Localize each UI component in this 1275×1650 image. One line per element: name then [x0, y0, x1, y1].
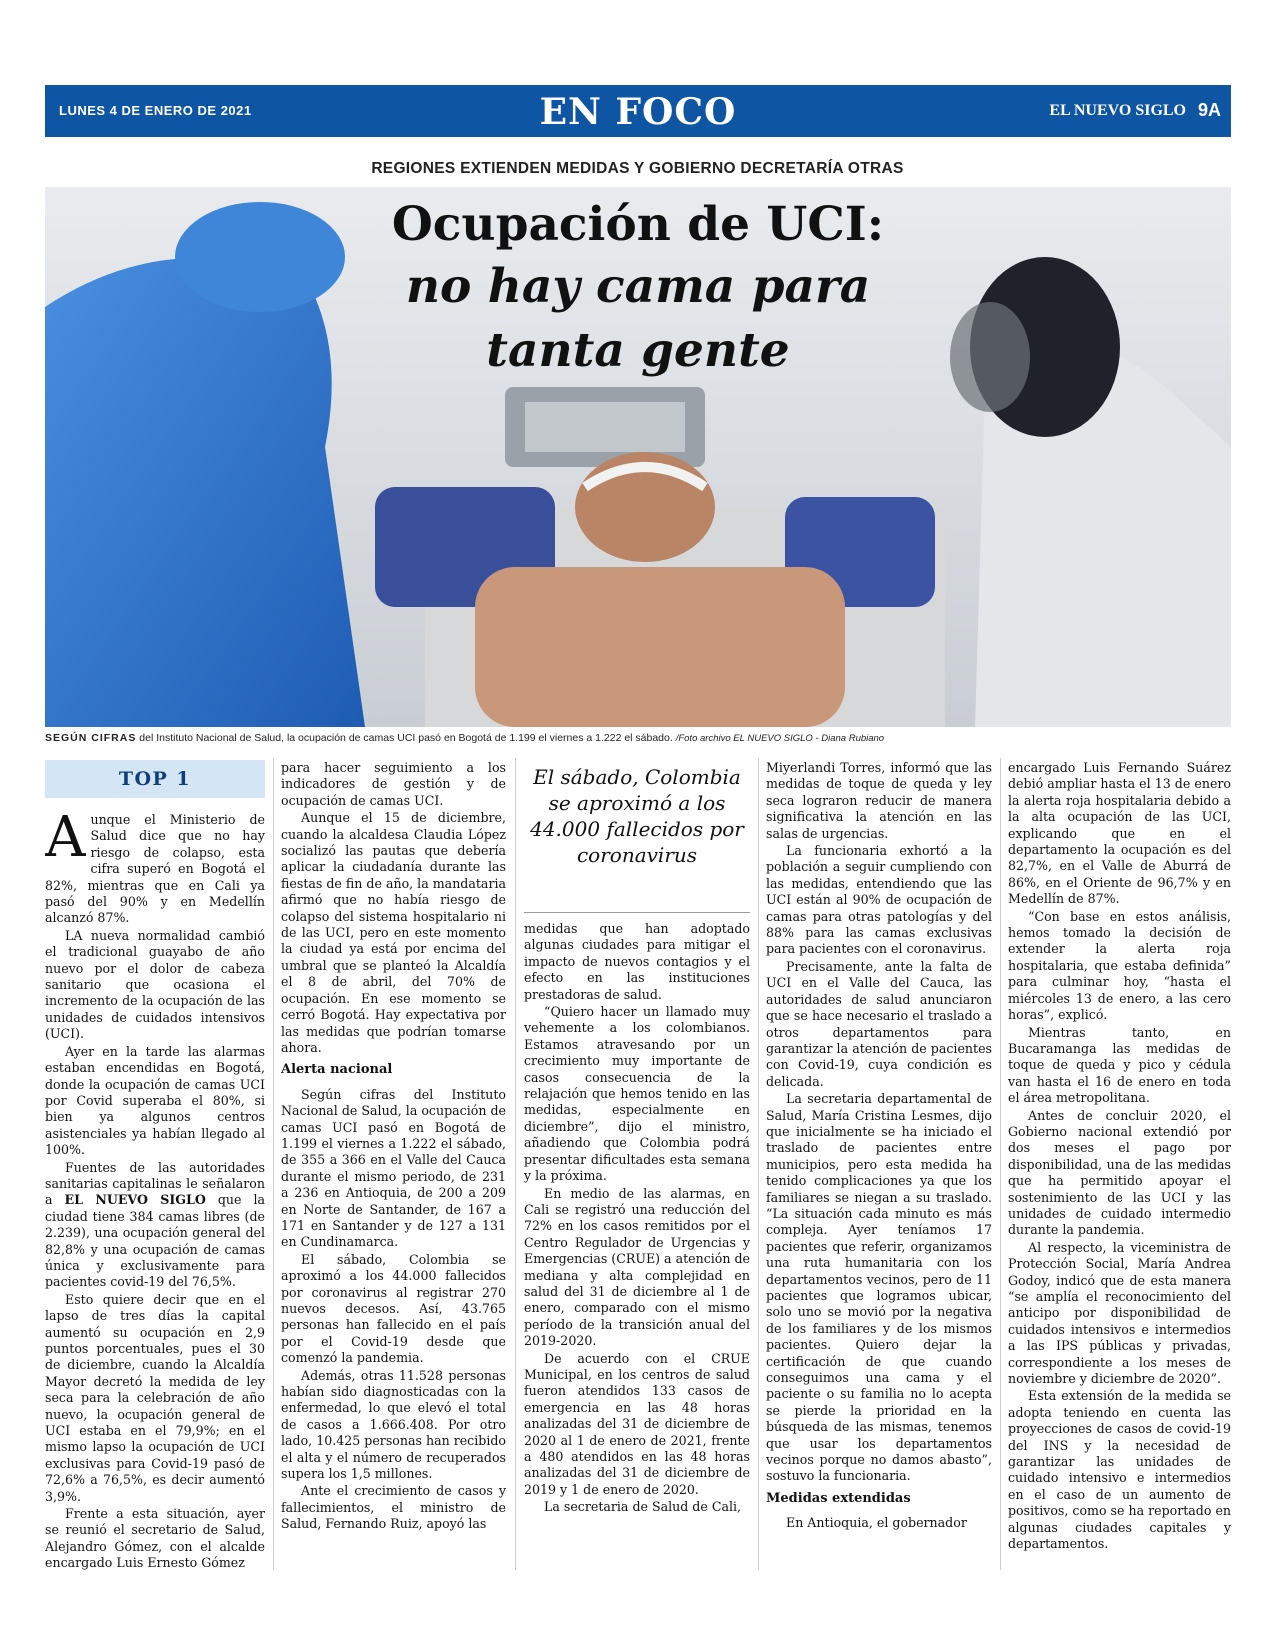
- top-label: TOP 1: [45, 760, 265, 798]
- section-title: EN FOCO: [539, 91, 737, 133]
- lead-text: unque el Ministerio de Salud dice que no hay riesgo de colapso, esta cifra superó en Bogotá el 82%, mientras que en Cali ya pasó del 90% y en Medellín alcanzó 87%.: [45, 812, 265, 926]
- headline-line-3: tanta gente: [486, 323, 790, 378]
- column-divider: [1000, 758, 1001, 1570]
- lead-paragraph: [45, 805, 265, 927]
- column-divider: [273, 758, 274, 1570]
- paragraph: Según cifras del Instituto Nacional de Salud, la ocupación de camas UCI pasó en Bogotá de 1.199 el viernes a 1.222 el sábado, de 355 a 366 en el Valle del Cauca durante el mismo periodo, de 231 a 236 en Antioquia, de 200 a 209 en Norte de Santander, de 167 a 171 en Santander y de 127 a 131 en Cundinamarca.: [281, 1086, 506, 1250]
- paragraph: Mientras tanto, en Bucaramanga las medidas de toque de queda y pico y cédula van hasta el 16 de enero en toda el área metropolitana.: [1008, 1024, 1231, 1106]
- paragraph: Precisamente, ante la falta de UCI en el Valle del Cauca, las autoridades de salud anunciaron que se hace necesario el traslado a otros departamentos para garantizar la atención de pacientes con Covid-19, cuya condición es delicada.: [766, 958, 992, 1089]
- article-column-5: [1008, 760, 1231, 1570]
- paragraph: [45, 1160, 265, 1291]
- paragraph: Ayer en la tarde las alarmas estaban encendidas en Bogotá, donde la ocupación de camas UCI por Covid superaba el 80%, si bien ya algunos centros asistenciales ya habían llegado al 100%.: [45, 1043, 265, 1158]
- headline-line-1: Ocupación de UCI:: [391, 197, 885, 252]
- article-column-1: [45, 760, 265, 1570]
- paragraph: Antes de concluir 2020, el Gobierno nacional extendió por dos meses el pago por disponibilidad, una de las medidas que ha permitido apoyar el sostenimiento de las UCI y las unidades de cuidado intermedio durante la pandemia.: [1008, 1107, 1231, 1238]
- paragraph: Esto quiere decir que en el lapso de tres días la capital aumentó su ocupación en 2,9 puntos porcentuales, pues el 30 de diciembre, cuando la Alcaldía Mayor decretó la medida de ley seca para la celebración de año nuevo, la ocupación general de UCI estaba en el 79,9%; en el mismo lapso la ocupación de UCI exclusivas para Covid-19 pasó de 72,6% a 76,5%, es decir aumentó 3,9%.: [45, 1291, 265, 1504]
- paragraph: encargado Luis Fernando Suárez debió ampliar hasta el 13 de enero la alerta roja hospitalaria debido a la alta ocupación de las UCI, explicando que en el departamento la ocupación es del 82,7%, en el Valle de Aburrá de 86%, en el Oriente de 96,7% y en Medellín de 87%.: [1008, 760, 1231, 907]
- paragraph: medidas que han adoptado algunas ciudades para mitigar el impacto de nuevos contagios y el efecto en las instituciones prestadoras de salud.: [524, 921, 750, 1002]
- paragraph: La secretaria departamental de Salud, María Cristina Lesmes, dijo que inicialmente se ha iniciado el traslado de pacientes entre municipios, pero esta medida ha tenido complicaciones ya que los familiares se niegan a su traslado. “La situación cada minuto es más compleja. Ayer teníamos 17 pacientes que referir, organizamos una ruta humanitaria con los departamentos vecinos, pero de 11 pacientes que logramos ubicar, solo uno se movió por la negativa de los familiares y de los mismos pacientes. Quiero dejar la certificación de que cuando conseguimos una cama y el paciente o su familia no lo acepta se pierde la prioridad en la búsqueda de las mismas, tenemos que usar los departamentos vecinos porque no damos abasto”, sostuvo la funcionaria.: [766, 1091, 992, 1484]
- paragraph: “Con base en estos análisis, hemos tomado la decisión de extender la alerta roja hospitalaria, que estaba definida” para culminar hoy, “hasta el miércoles 13 de enero, a las cero horas”, explicó.: [1008, 908, 1231, 1023]
- paragraph: Ante el crecimiento de casos y fallecimientos, el ministro de Salud, Fernando Ruiz, apoyó las: [281, 1483, 506, 1532]
- paragraph: La secretaria de Salud de Cali,: [544, 1499, 742, 1515]
- paragraph: De acuerdo con el CRUE Municipal, en los centros de salud fueron atendidos 133 casos de emergencia en las 48 horas analizadas del 31 de diciembre de 2020 al 1 de enero de 2021, frente a 480 atendidos en las 48 horas analizadas del 31 de diciembre de 2019 y 1 de enero de 2020.: [524, 1350, 750, 1497]
- paragraph: Frente a esta situación, ayer se reunió el secretario de Salud, Alejandro Gómez, con el alcalde encargado Luis Ernesto Gómez: [45, 1506, 265, 1570]
- page-number: 9A: [1197, 100, 1221, 120]
- paragraph-text: Fuentes de las autoridades sanitarias capitalinas le señalaron a: [45, 1159, 265, 1208]
- article-column-4: [766, 760, 992, 1570]
- paragraph: Miyerlandi Torres, informó que las medidas de toque de queda y ley seca lograron reducir de manera significativa la atención en las salas de urgencias.: [766, 760, 992, 841]
- paragraph: Al respecto, la viceministra de Protección Social, María Andrea Godoy, indicó que de esta manera “se amplía el reconocimiento del anticipo por disponibilidad de cuidados intensivos e intermedios a las IPS públicas y privadas, correspondiente a los meses de noviembre y diciembre de 2020”.: [1008, 1239, 1231, 1387]
- kicker: REGIONES EXTIENDEN MEDIDAS Y GOBIERNO DECRETARÍA OTRAS: [371, 160, 904, 177]
- newspaper-name: EL NUEVO SIGLO: [64, 1192, 206, 1208]
- headline: [45, 195, 1231, 383]
- paragraph: En Antioquia, el gobernador: [786, 1515, 967, 1531]
- paragraph: Esta extensión de la medida se adopta teniendo en cuenta las proyecciones de casos de covid-19 del INS y la necesidad de garantizar las unidades de cuidado intensivo e intermedios en el caso de un aumento de positivos, como se ha reportado en algunas ciudades capitales y departamentos.: [1008, 1388, 1231, 1552]
- paragraph: LA nueva normalidad cambió el tradicional guayabo de año nuevo por el dolor de cabeza sanitario que ocasiona el incremento de la ocupación de las unidades de cuidados intensivos (UCI).: [45, 927, 265, 1042]
- paragraph: La funcionaria exhortó a la población a seguir cumpliendo con las medidas, entendiendo que las UCI están al 90% de ocupación de camas para otras patologías y del 88% para las camas exclusivas para pacientes con el coronavirus.: [766, 843, 992, 957]
- column-divider: [758, 758, 759, 1570]
- paragraph: Aunque el 15 de diciembre, cuando la alcaldesa Claudia López socializó las pautas que debería aplicar la ciudadanía durante las fiestas de fin de año, la mandataria afirmó que no había riesgo de colapso del sistema hospitalario ni de las UCI, pero en este momento la ciudad ya está por encima del umbral que se planteó la Alcaldía el 8 de abril, del 70% de ocupación. En ese momento se cerró Bogotá. Hay expectativa por las medidas que podrían tomarse ahora.: [281, 810, 506, 1055]
- subhead-alerta-nacional: Alerta nacional: [281, 1062, 393, 1078]
- caption-text: del Instituto Nacional de Salud, la ocupación de camas UCI pasó en Bogotá de 1.199 el viernes a 1.222 el sábado.: [136, 732, 676, 744]
- article-column-3: [524, 760, 750, 1570]
- paragraph: En medio de las alarmas, en Cali se registró una reducción del 72% en los casos remitidos por el Centro Regulador de Urgencias y Emergencias (CRUE) a atención de mediana y alta complejidad en salud del 31 de diciembre al 1 de enero, comparado con el mismo período de la transición anual del 2019-2020.: [524, 1185, 750, 1349]
- pull-quote-rule: [524, 912, 750, 913]
- paragraph: para hacer seguimiento a los indicadores de gestión y de ocupación de camas UCI.: [281, 760, 506, 808]
- section-header-bar: [45, 85, 1231, 137]
- pull-quote: El sábado, Colombia se aproximó a los 44.000 fallecidos por coronavirus: [530, 765, 744, 867]
- photo-caption: [45, 732, 1231, 744]
- headline-line-2: no hay cama para: [405, 259, 871, 314]
- subhead-medidas-extendidas: Medidas extendidas: [766, 1490, 911, 1506]
- paragraph: El sábado, Colombia se aproximó a los 44.000 fallecidos por coronavirus al registrar 270 nuevos decesos. Así, 43.765 personas han fallecido en el país por el Covid-19 desde que comenzó la pandemia.: [281, 1251, 506, 1366]
- newspaper-logo: EL NUEVO SIGLO: [1049, 102, 1186, 119]
- caption-lead: SEGÚN CIFRAS: [45, 732, 137, 744]
- drop-cap: A: [45, 805, 86, 870]
- photo-credit: /Foto archivo EL NUEVO SIGLO - Diana Rubiano: [675, 733, 885, 744]
- column-divider: [515, 758, 516, 1570]
- paragraph: “Quiero hacer un llamado muy vehemente a los colombianos. Estamos atravesando por un crecimiento muy importante de casos consecuencia de la relajación que hemos tenido en las medidas, especialmente en diciembre”, dijo el ministro, añadiendo que Colombia podrá presentar dificultades esta semana y la próxima.: [524, 1004, 750, 1184]
- paragraph-text: que la ciudad tiene 384 camas libres (de 2.239), una ocupación general del 82,8% y una ocupación de camas única y exclusivamente para pacientes covid-19 del 76,5%.: [45, 1192, 265, 1290]
- article-column-2: [281, 760, 506, 1570]
- paragraph: Además, otras 11.528 personas habían sido diagnosticadas con la enfermedad, lo que elevó el total de casos a 1.666.408. Por otro lado, 10.425 personas han recibido el alta y el número de recuperados supera los 1,5 millones.: [281, 1367, 506, 1482]
- issue-date: LUNES 4 DE ENERO DE 2021: [59, 103, 252, 118]
